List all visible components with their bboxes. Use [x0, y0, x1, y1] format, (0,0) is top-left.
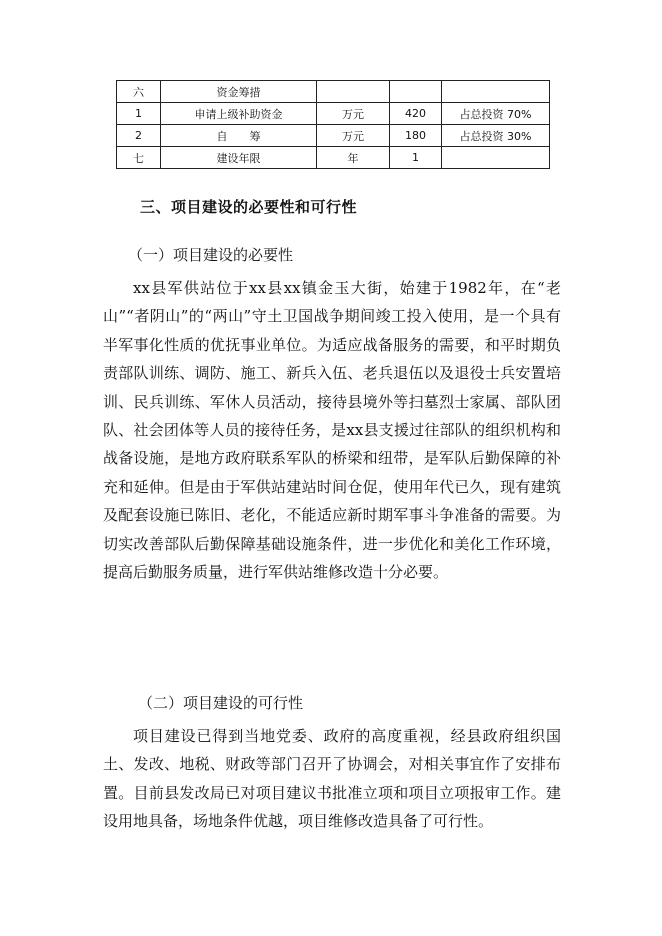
- item-value: [390, 81, 442, 103]
- item-note: 占总投资 30%: [442, 125, 550, 147]
- item-name: 自 筹: [161, 125, 317, 147]
- item-unit: [317, 81, 390, 103]
- item-unit: 万元: [317, 103, 390, 125]
- item-name: 建设年限: [161, 147, 317, 169]
- table-row: [117, 81, 550, 103]
- item-note: 占总投资 70%: [442, 103, 550, 125]
- feasibility-subheading: （二）项目建设的可行性: [138, 694, 304, 712]
- table-row: [117, 147, 550, 169]
- funding-table: [116, 80, 550, 169]
- item-note: [442, 81, 550, 103]
- necessity-paragraph: xx县军供站位于xx县xx镇金玉大街，始建于1982年，在“老山”“者阴山”的“两山”守土卫国战争期间竣工投入使用，是一个具有半军事化性质的优抚事业单位。为适应战备服务的需要，和平时期负责部队训练、调防、施工、新兵入伍、老兵退伍以及退役士兵安置培训、民兵训练、军休人员活动，接待县境外等扫墓烈士家属、部队团队、社会团体等人员的接待任务，是xx县支援过往部队的组织机构和战备设施，是地方政府联系军队的桥梁和纽带，是军队后勤保障的补充和延伸。但是由于军供站建站时间仓促，使用年代已久，现有建筑及配套设施已陈旧、老化，不能适应新时期军事斗争准备的需要。为切实改善部队后勤保障基础设施条件，进一步优化和美化工作环境，提高后勤服务质量，进行军供站维修改造十分必要。: [103, 279, 561, 582]
- row-number: 1: [117, 103, 161, 125]
- necessity-subheading: （一）项目建设的必要性: [128, 246, 294, 264]
- section-heading: 三、项目建设的必要性和可行性: [140, 198, 358, 216]
- feasibility-paragraph: 项目建设已得到当地党委、政府的高度重视，经县政府组织国土、发改、地税、财政等部门召开了协调会，对相关事宜作了安排布置。目前县发改局已对项目建议书批准立项和项目立项报审工作。建设用地具备，场地条件优越，项目维修改造具备了可行性。: [103, 727, 561, 831]
- item-value: 1: [390, 147, 442, 169]
- item-note: [442, 147, 550, 169]
- row-number: 七: [117, 147, 161, 169]
- item-unit: 年: [317, 147, 390, 169]
- table-row: [117, 103, 550, 125]
- item-unit: 万元: [317, 125, 390, 147]
- item-name: 资金筹措: [161, 81, 317, 103]
- row-number: 2: [117, 125, 161, 147]
- item-value: 180: [390, 125, 442, 147]
- item-name: 申请上级补助资金: [161, 103, 317, 125]
- item-value: 420: [390, 103, 442, 125]
- table-row: [117, 125, 550, 147]
- row-number: 六: [117, 81, 161, 103]
